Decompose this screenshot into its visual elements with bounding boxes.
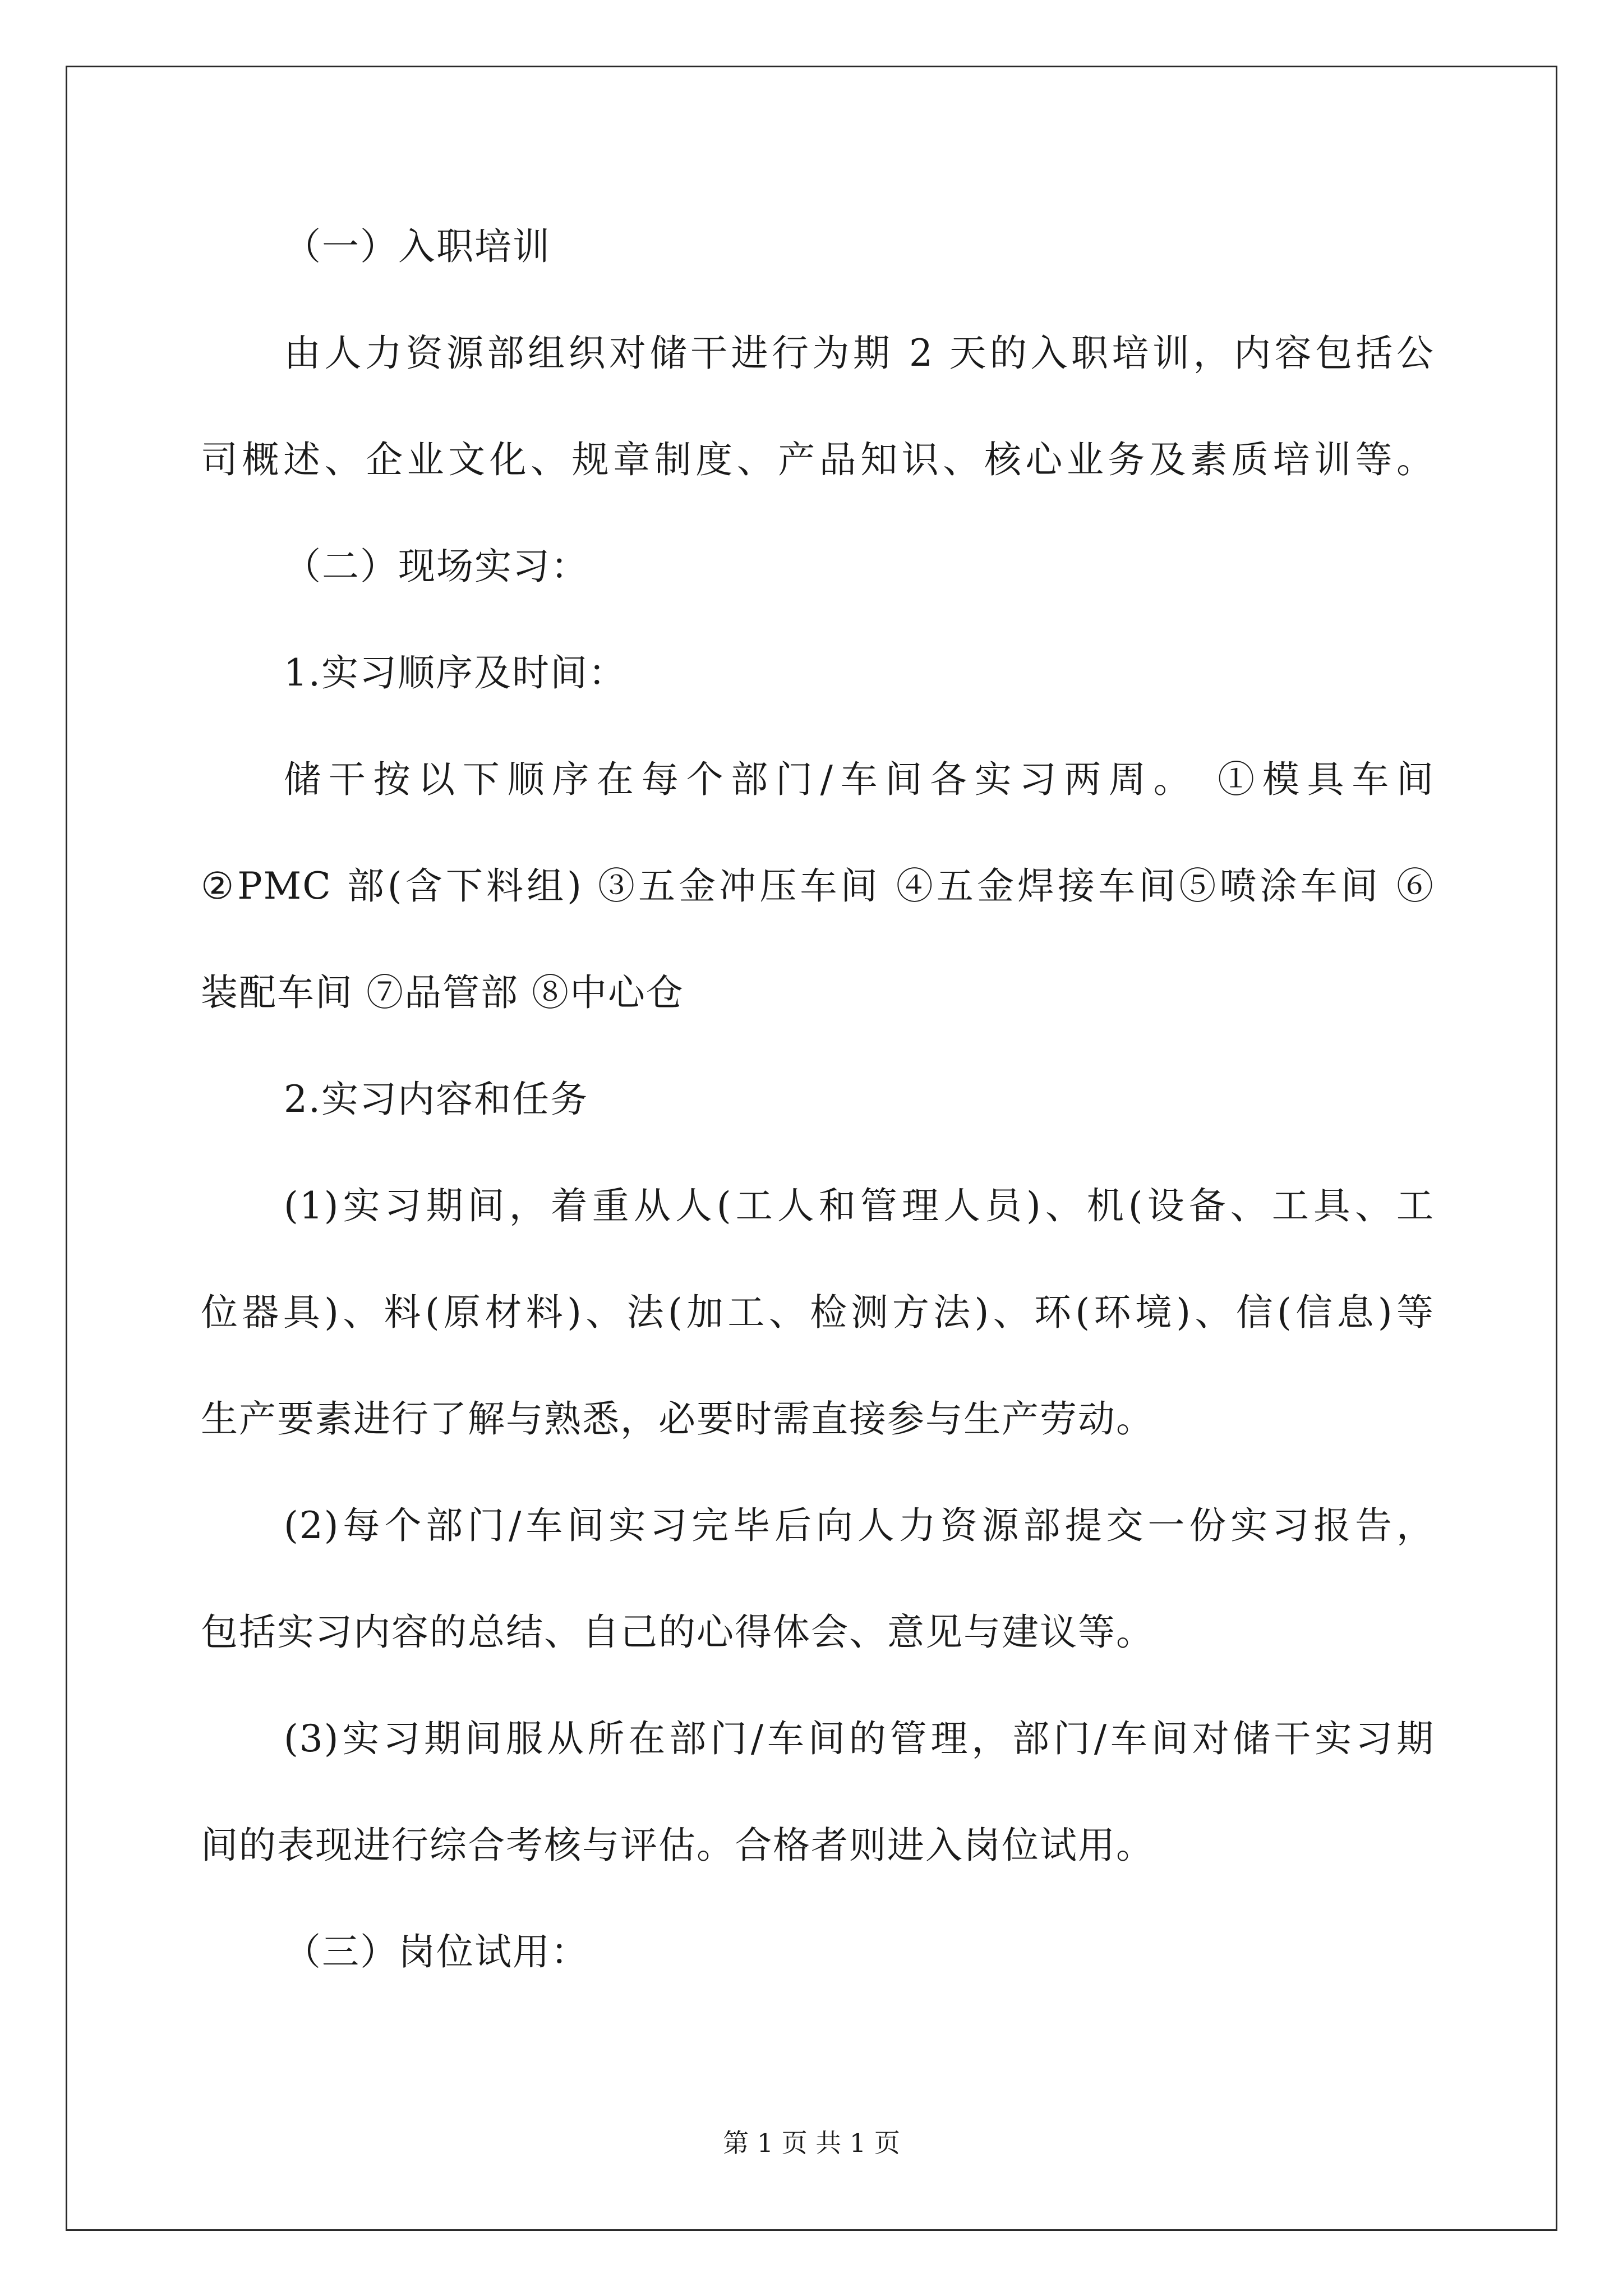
paragraph-line: 由人力资源部组织对储干进行为期 2 天的入职培训，内容包括公 — [284, 332, 1435, 375]
paragraph-line: 司概述、企业文化、规章制度、产品知识、核心业务及素质培训等。 — [201, 438, 1435, 481]
section-heading-onboarding: （一）入职培训 — [284, 225, 551, 268]
paragraph-line: 位器具)、料(原材料)、法(加工、检测方法)、环(环境)、信(信息)等 — [201, 1291, 1435, 1334]
paragraph-line: 间的表现进行综合考核与评估。合格者则进入岗位试用。 — [201, 1824, 1154, 1867]
paragraph-line: 包括实习内容的总结、自己的心得体会、意见与建议等。 — [201, 1611, 1154, 1654]
subheading-content-tasks: 2.实习内容和任务 — [284, 1078, 588, 1121]
paragraph-line: ②PMC 部(含下料组) ③五金冲压车间 ④五金焊接车间⑤喷涂车间 ⑥ — [201, 864, 1435, 908]
paragraph-line: (2)每个部门/车间实习完毕后向人力资源部提交一份实习报告， — [284, 1504, 1435, 1547]
paragraph-line: 储干按以下顺序在每个部门/车间各实习两周。 ①模具车间 — [284, 758, 1435, 801]
page-border — [66, 66, 1557, 2231]
paragraph-line: (1)实习期间，着重从人(工人和管理人员)、机(设备、工具、工 — [284, 1184, 1435, 1227]
page-footer: 第 1 页 共 1 页 — [723, 2128, 900, 2158]
section-heading-internship: （二）现场实习： — [284, 545, 589, 588]
paragraph-line: (3)实习期间服从所在部门/车间的管理，部门/车间对储干实习期 — [284, 1717, 1435, 1760]
subheading-order-time: 1.实习顺序及时间： — [284, 651, 626, 694]
paragraph-line: 生产要素进行了解与熟悉，必要时需直接参与生产劳动。 — [201, 1397, 1154, 1441]
section-heading-trial: （三）岗位试用： — [284, 1930, 589, 1973]
paragraph-line: 装配车间 ⑦品管部 ⑧中心仓 — [201, 971, 684, 1014]
